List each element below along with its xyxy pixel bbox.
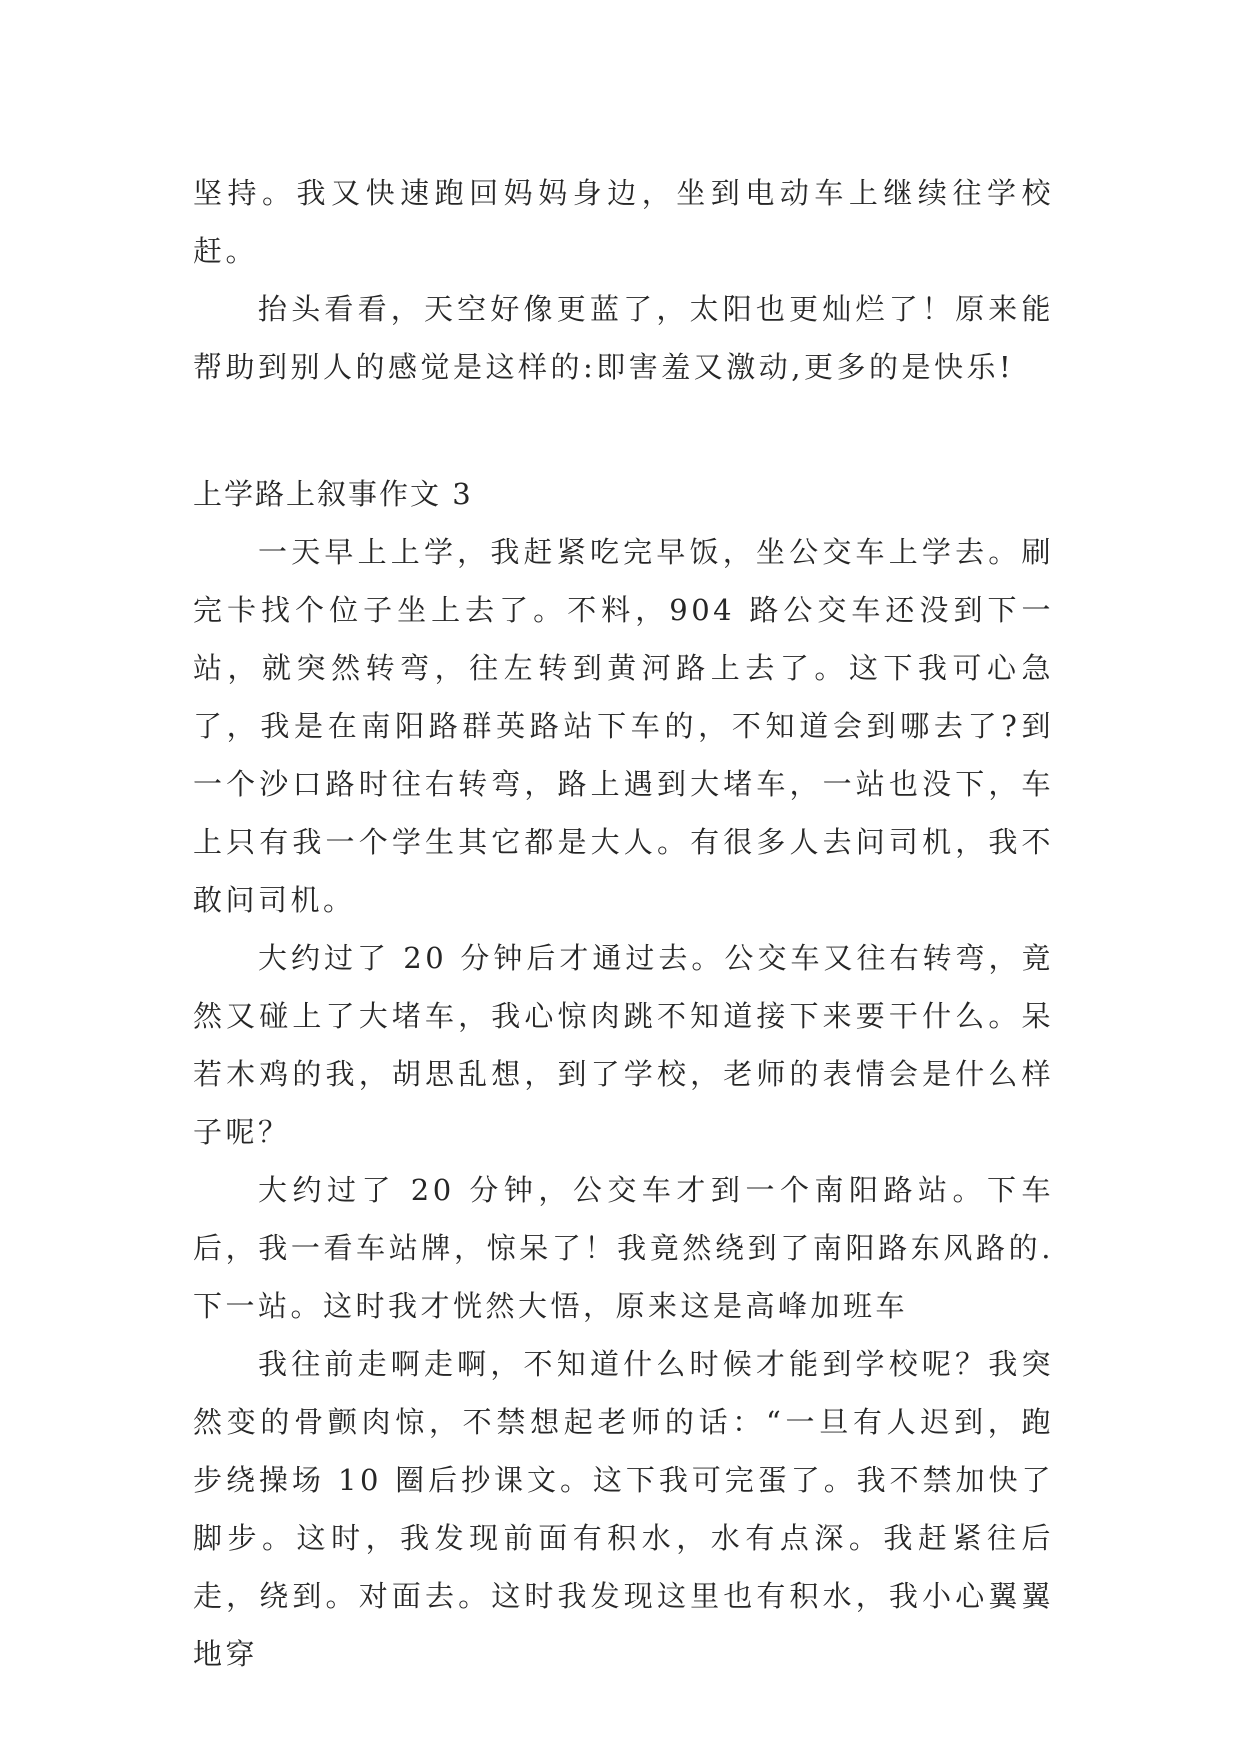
paragraph: 抬头看看，天空好像更蓝了，太阳也更灿烂了！原来能帮助到别人的感觉是这样的:即害羞又激动,更多的是快乐! <box>193 292 1054 384</box>
paragraph: 我往前走啊走啊，不知道什么时候才能到学校呢？我突然变的骨颤肉惊，不禁想起老师的话：“一旦有人迟到，跑步绕操场 10 圈后抄课文。这下我可完蛋了。我不禁加快了脚步。这时，我发现前面有积水，水有点深。我赶紧往后走，绕到。对面去。这时我发现这里也有积水，我小心翼翼地穿 <box>193 1347 1054 1671</box>
paragraph: 一天早上上学，我赶紧吃完早饭，坐公交车上学去。刷完卡找个位子坐上去了。不料，904 路公交车还没到下一站，就突然转弯，往左转到黄河路上去了。这下我可心急了，我是在南阳路群英路站下车的，不知道会到哪去了?到一个沙口路时往右转弯，路上遇到大堵车，一站也没下，车上只有我一个学生其它都是大人。有很多人去问司机，我不敢问司机。 <box>193 535 1054 917</box>
section-title: 上学路上叙事作文 3 <box>193 477 473 511</box>
paragraph-continued: 坚持。我又快速跑回妈妈身边，坐到电动车上继续往学校赶。 <box>193 176 1054 268</box>
paragraph: 大约过了 20 分钟，公交车才到一个南阳路站。下车后，我一看车站牌，惊呆了！我竟然绕到了南阳路东风路的.下一站。这时我才恍然大悟，原来这是高峰加班车 <box>193 1173 1054 1323</box>
paragraph: 大约过了 20 分钟后才通过去。公交车又往右转弯，竟然又碰上了大堵车，我心惊肉跳不知道接下来要干什么。呆若木鸡的我，胡思乱想，到了学校，老师的表情会是什么样子呢？ <box>193 941 1054 1149</box>
document-body <box>193 164 1054 1683</box>
